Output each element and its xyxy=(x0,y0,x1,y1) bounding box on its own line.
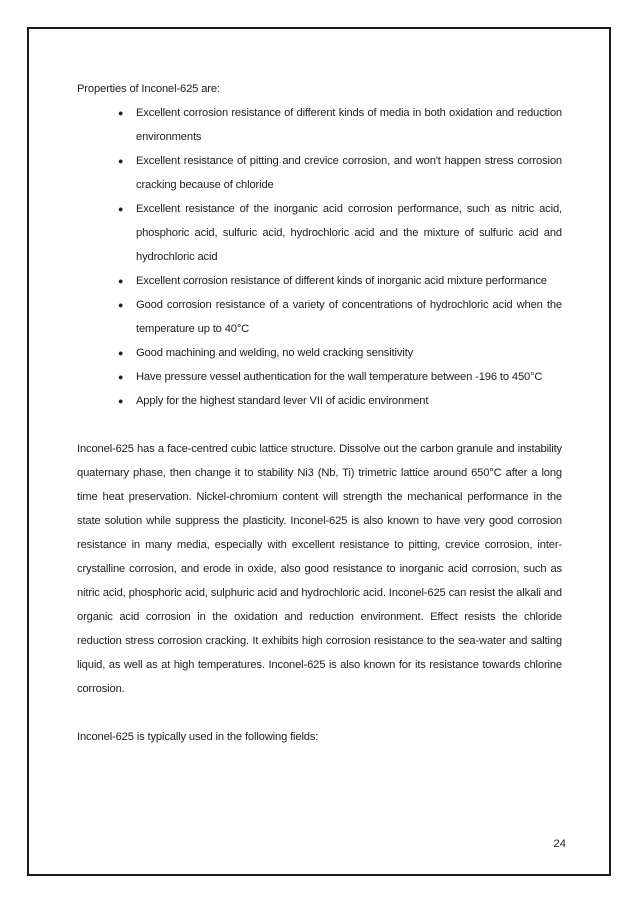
properties-intro: Properties of Inconel-625 are: xyxy=(77,83,220,95)
bullet-icon: ● xyxy=(118,204,124,214)
list-item-text: Excellent corrosion resistance of different kinds of inorganic acid mixture performance xyxy=(136,275,547,287)
bullet-icon: ● xyxy=(118,108,124,118)
list-item xyxy=(77,269,562,293)
list-item xyxy=(77,149,562,197)
bullet-icon: ● xyxy=(118,372,124,382)
list-item xyxy=(77,101,562,149)
bullet-icon: ● xyxy=(118,396,124,406)
bullet-icon: ● xyxy=(118,300,124,310)
list-item xyxy=(77,365,562,389)
list-item-text: Excellent resistance of pitting and crevice corrosion, and won't happen stress corrosion cracking because of chloride xyxy=(136,155,562,191)
list-item xyxy=(77,293,562,341)
page-number: 24 xyxy=(553,838,566,850)
list-item xyxy=(77,197,562,269)
properties-list xyxy=(77,101,562,413)
structure-paragraph: Inconel-625 has a face-centred cubic lattice structure. Dissolve out the carbon granule and instability quaternary phase, then change it to stability Ni3 (Nb, Ti) trimetric lattice around 650°C after a long time heat preservation. Nickel-chromium content will strength the mechanical performance in the state solution while suppress the plasticity. Inconel-625 is also known to have very good corrosion resistance in many media, especially with excellent resistance to pitting, crevice corrosion, inter-crystalline corrosion, and erode in oxide, also good resistance to inorganic acid corrosion, such as nitric acid, phosphoric acid, sulphuric acid and hydrochloric acid. Inconel-625 can resist the alkali and organic acid corrosion in the oxidation and reduction environment. Effect resists the chloride reduction stress corrosion cracking. It exhibits high corrosion resistance to the sea-water and salting liquid, as well as at high temperatures. Inconel-625 is also known for its resistance towards chlorine corrosion. xyxy=(77,443,562,695)
list-item-text: Apply for the highest standard lever VII of acidic environment xyxy=(136,395,429,407)
list-item xyxy=(77,389,562,413)
bullet-icon: ● xyxy=(118,276,124,286)
bullet-icon: ● xyxy=(118,348,124,358)
list-item-text: Good machining and welding, no weld cracking sensitivity xyxy=(136,347,414,359)
list-item xyxy=(77,341,562,365)
list-item-text: Excellent corrosion resistance of different kinds of media in both oxidation and reduction environments xyxy=(136,107,562,143)
list-item-text: Have pressure vessel authentication for the wall temperature between -196 to 450°C xyxy=(136,371,543,383)
bullet-icon: ● xyxy=(118,156,124,166)
fields-intro: Inconel-625 is typically used in the following fields: xyxy=(77,731,319,743)
page-content xyxy=(77,77,562,749)
list-item-text: Good corrosion resistance of a variety of concentrations of hydrochloric acid when the temperature up to 40°C xyxy=(136,299,562,335)
list-item-text: Excellent resistance of the inorganic acid corrosion performance, such as nitric acid, phosphoric acid, sulfuric acid, hydrochloric acid and the mixture of sulfuric acid and hydrochloric acid xyxy=(136,203,562,263)
